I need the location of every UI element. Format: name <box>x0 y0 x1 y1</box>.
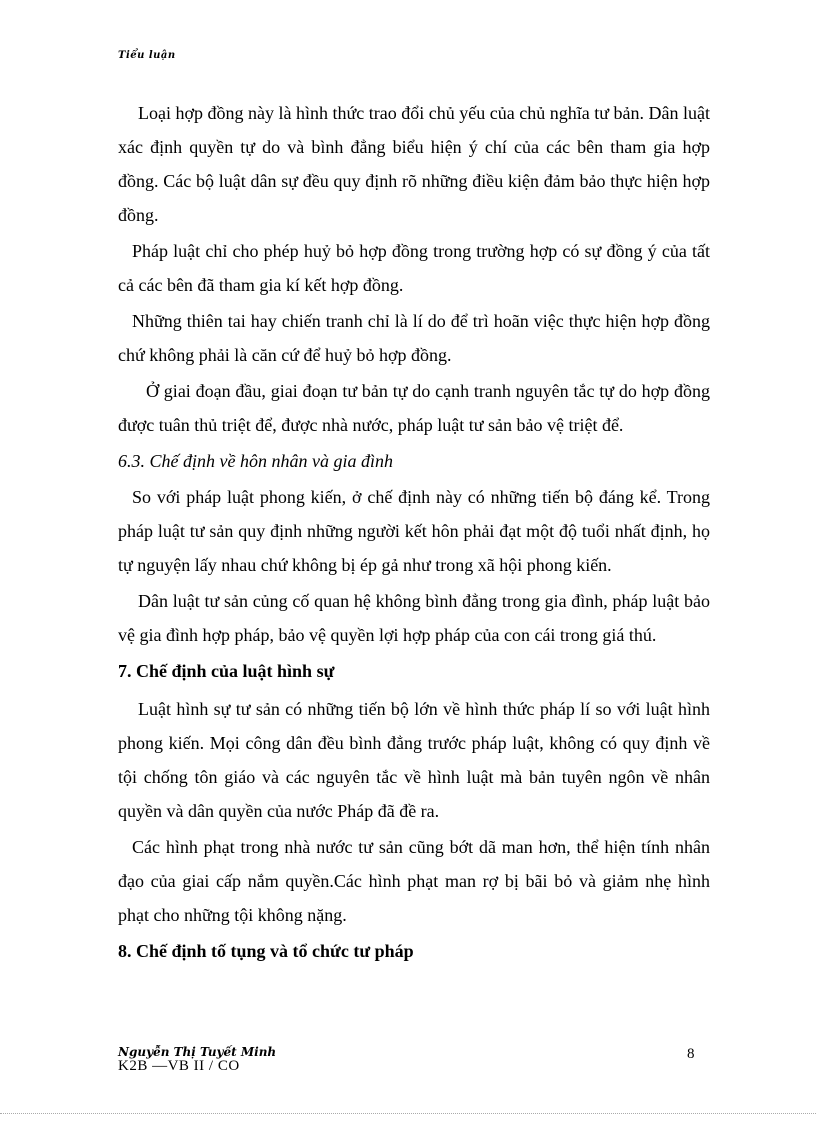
footer-class: K2B —VB II / CO <box>118 1058 240 1074</box>
paragraph: Luật hình sự tư sản có những tiến bộ lớn về hình thức pháp lí so với luật hình phong kiến. Mọi công dân đều bình đẳng trước pháp luật, không có quy định về tội chống tôn giáo và các nguyên tắc về hình luật mà bản tuyên ngôn về nhân quyền và dân quyền của nước Pháp đã đề ra. <box>118 699 710 821</box>
paragraph: Những thiên tai hay chiến tranh chỉ là lí do để trì hoãn việc thực hiện hợp đồng chứ không phải là căn cứ để huỷ bỏ hợp đồng. <box>118 311 710 365</box>
paragraph: So với pháp luật phong kiến, ở chế định này có những tiến bộ đáng kể. Trong pháp luật tư sản quy định những người kết hôn phải đạt một độ tuổi nhất định, họ tự nguyện lấy nhau chứ không bị ép gả như trong xã hội phong kiến. <box>118 487 710 575</box>
section-heading-8: 8. Chế định tố tụng và tổ chức tư pháp <box>118 941 414 961</box>
document-body <box>118 96 710 972</box>
paragraph: Các hình phạt trong nhà nước tư sản cũng bớt dã man hơn, thể hiện tính nhân đạo của giai cấp nắm quyền.Các hình phạt man rợ bị bãi bỏ và giảm nhẹ hình phạt cho những tội không nặng. <box>118 837 710 925</box>
page-bottom-divider <box>0 1113 816 1114</box>
paragraph: Pháp luật chỉ cho phép huỷ bỏ hợp đồng trong trường hợp có sự đồng ý của tất cả các bên đã tham gia kí kết hợp đồng. <box>118 241 710 295</box>
footer-author: Nguyễn Thị Tuyết Minh <box>118 1045 277 1059</box>
page-number: 8 <box>687 1046 695 1062</box>
paragraph: Ở giai đoạn đầu, giai đoạn tư bản tự do cạnh tranh nguyên tắc tự do hợp đồng được tuân thủ triệt để, được nhà nước, pháp luật tư sản bảo vệ triệt để. <box>118 381 710 435</box>
paragraph: Dân luật tư sản củng cố quan hệ không bình đẳng trong gia đình, pháp luật bảo vệ gia đình hợp pháp, bảo vệ quyền lợi hợp pháp của con cái trong giá thú. <box>118 591 710 645</box>
section-subheading: 6.3. Chế định về hôn nhân và gia đình <box>118 451 393 471</box>
running-header: Tiểu luận <box>118 50 176 61</box>
section-heading-7: 7. Chế định của luật hình sự <box>118 661 335 681</box>
paragraph: Loại hợp đồng này là hình thức trao đổi chủ yếu của chủ nghĩa tư bản. Dân luật xác định quyền tự do và bình đẳng biểu hiện ý chí của các bên tham gia hợp đồng. Các bộ luật dân sự đều quy định rõ những điều kiện đảm bảo thực hiện hợp đồng. <box>118 103 710 225</box>
